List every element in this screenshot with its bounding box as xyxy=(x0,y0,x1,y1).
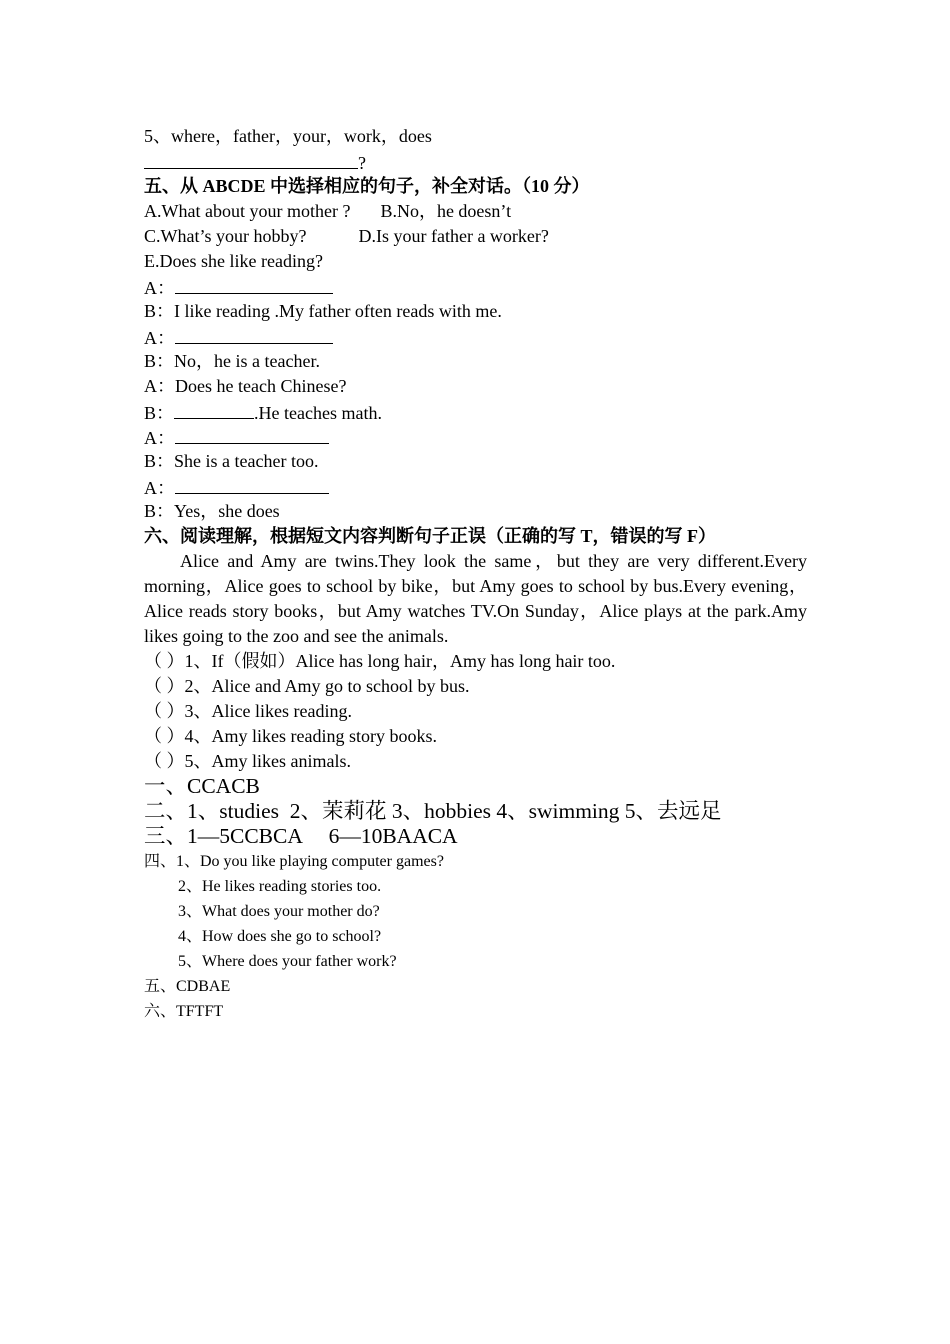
options-row-1 xyxy=(144,199,807,224)
dialog-line: B：I like reading .My father often reads with me. xyxy=(144,301,502,321)
dialog-line xyxy=(144,424,807,449)
option-b: B.No，he doesn’t xyxy=(380,201,512,221)
option-c: C.What’s your hobby? xyxy=(144,226,307,246)
option-a: A.What about your mother ? xyxy=(144,201,351,221)
option-d: D.Is your father a worker? xyxy=(358,226,549,246)
judge-item: （ ）1、If（假如）Alice has long hair，Amy has long hair too. xyxy=(144,651,616,671)
speaker-a: A： xyxy=(144,328,175,348)
dialog-line: A：Does he teach Chinese? xyxy=(144,376,347,396)
answer-blank-line xyxy=(144,149,807,174)
judge-item: （ ）5、Amy likes animals. xyxy=(144,751,351,771)
answer-section-5: 五、CDBAE xyxy=(144,978,231,995)
answer-item: 3、What does your mother do? xyxy=(178,903,380,920)
speaker-b: B： xyxy=(144,403,175,423)
dialog-line xyxy=(144,399,807,424)
blank xyxy=(144,149,358,169)
blank xyxy=(175,274,333,294)
reading-passage: Alice and Amy are twins.They look the same，but they are very different.Every morning，Alice goes to school by bike，but Amy goes to school by bus.Every evening，Alice reads story books，but Amy watches TV.On Sunday，Alice plays at the park.Amy likes going to the zoo and see the animals. xyxy=(144,551,807,646)
dialog-line xyxy=(144,324,807,349)
speaker-a: A： xyxy=(144,478,175,498)
section5-title: 五、从 ABCDE 中选择相应的句子，补全对话。（10 分） xyxy=(144,176,590,196)
options-row-2 xyxy=(144,224,807,249)
dialog-line: B：Yes，she does xyxy=(144,501,280,521)
answer-section-3: 三、1—5CCBCA 6—10BAACA xyxy=(144,824,458,848)
judge-item: （ ）3、Alice likes reading. xyxy=(144,701,352,721)
question-5: 5、where，father，your，work，does xyxy=(144,126,432,146)
blank xyxy=(175,424,329,444)
blank xyxy=(175,324,333,344)
answer-section-2: 二、1、studies 2、茉莉花 3、hobbies 4、swimming 5、去远足 xyxy=(144,799,722,823)
blank xyxy=(175,474,329,494)
judge-item: （ ）4、Amy likes reading story books. xyxy=(144,726,437,746)
answer-item: 4、How does she go to school? xyxy=(178,928,382,945)
answer-item: 2、He likes reading stories too. xyxy=(178,878,382,895)
section6-title: 六、阅读理解，根据短文内容判断句子正误（正确的写 T，错误的写 F） xyxy=(144,526,716,546)
dialog-text: .He teaches math. xyxy=(254,403,382,423)
speaker-a: A： xyxy=(144,428,175,448)
answer-section-6: 六、TFTFT xyxy=(144,1003,224,1020)
answer-section-1: 一、CCACB xyxy=(144,774,260,798)
judge-item: （ ）2、Alice and Amy go to school by bus. xyxy=(144,676,470,696)
dialog-line xyxy=(144,474,807,499)
blank xyxy=(174,399,254,419)
option-e: E.Does she like reading? xyxy=(144,251,323,271)
answer-section-4: 四、1、Do you like playing computer games? xyxy=(144,853,444,870)
dialog-line xyxy=(144,274,807,299)
question-mark: ? xyxy=(358,153,366,173)
answer-item: 5、Where does your father work? xyxy=(178,953,397,970)
document-body xyxy=(144,124,807,1024)
dialog-line: B：She is a teacher too. xyxy=(144,451,319,471)
speaker-a: A： xyxy=(144,278,175,298)
dialog-line: B：No，he is a teacher. xyxy=(144,351,320,371)
